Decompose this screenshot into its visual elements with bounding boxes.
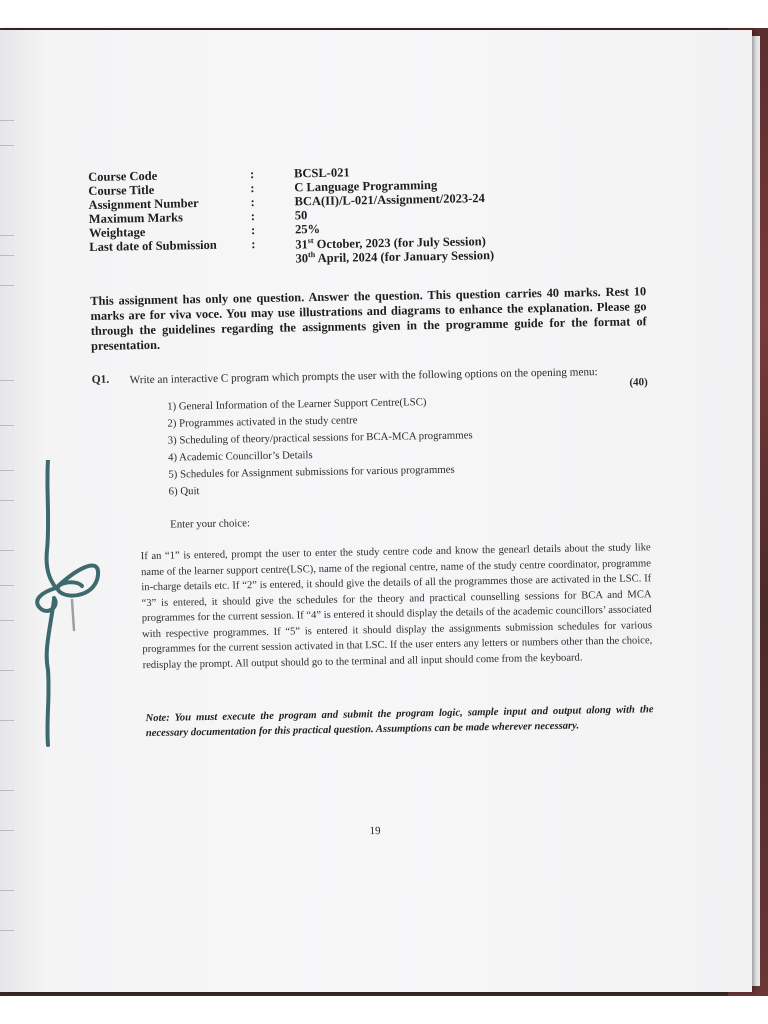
meta-label: Course Code — [88, 168, 158, 184]
deadline-january — [295, 247, 494, 267]
course-info-table — [88, 160, 646, 280]
page-edge-tab-line — [0, 930, 14, 931]
deadline-suffix: th — [307, 250, 316, 260]
menu-option: 5) Schedules for Assignment submissions for various programmes — [168, 463, 455, 481]
question-number: Q1. — [91, 373, 110, 386]
page-edge-tab-line — [0, 380, 14, 381]
page-edge-tabs — [0, 30, 16, 992]
meta-colon: : — [251, 237, 256, 252]
meta-colon: : — [249, 167, 255, 182]
menu-option: 1) General Information of the Learner Support Centre(LSC) — [167, 396, 427, 413]
deadline-day: 31 — [295, 237, 308, 252]
page-edge-tab-line — [0, 120, 14, 121]
page-edge-tab-line — [0, 425, 14, 426]
meta-colon: : — [250, 209, 256, 224]
menu-option: 4) Academic Councillor’s Details — [167, 449, 313, 464]
choice-prompt: Enter your choice: — [170, 517, 251, 531]
page-edge-tab-line — [0, 830, 14, 831]
page-content — [88, 160, 656, 842]
question-text: Write an interactive C program which prompts the user with the following options on the opening menu: — [129, 366, 598, 387]
page-edge-tab-line — [0, 500, 14, 501]
page-edge-tab-line — [0, 720, 14, 721]
page-edge-tab-line — [0, 790, 14, 791]
page-edge-tab-line — [0, 145, 14, 146]
menu-option: 2) Programmes activated in the study centre — [167, 414, 358, 430]
page-edge-tab-line — [0, 235, 14, 236]
meta-value: C Language Programming — [294, 177, 438, 195]
meta-value: 25% — [294, 221, 321, 237]
deadline-text: April, 2024 (for January Session) — [315, 248, 495, 266]
meta-label: Maximum Marks — [88, 210, 184, 226]
note-paragraph: Note: You must execute the program and submit the program logic, sample input and output along with the necessary documentation for this practical question. Assumptions can be made wherever necessary. — [145, 704, 654, 740]
page-edge-tab-line — [0, 550, 14, 551]
page-edge-tab-line — [0, 620, 14, 621]
meta-label: Assignment Number — [88, 196, 199, 212]
meta-label: Last date of Submission — [89, 237, 217, 254]
question-block — [92, 364, 648, 388]
question-marks: (40) — [629, 376, 648, 389]
deadline-text: October, 2023 (for July Session) — [313, 234, 486, 252]
page-edge-tab-line — [0, 255, 14, 256]
meta-label: Weightage — [88, 225, 146, 240]
menu-options-list — [167, 390, 650, 500]
menu-option: 3) Scheduling of theory/practical sessions for BCA-MCA programmes — [167, 429, 473, 447]
assignment-intro: This assignment has only one question. Answer the question. This question carries 40 marks. Rest 10 marks are for viva voce. You may use illustrations and diagrams to enhance the explanation. Please go through the guidelines regarding the assignments given in the programme guide for the format of presentation. — [90, 284, 647, 353]
menu-option: 6) Quit — [168, 485, 200, 498]
page-number: 19 — [369, 824, 381, 838]
meta-value: BCA(II)/L-021/Assignment/2023-24 — [294, 191, 485, 209]
binding-string-image — [20, 460, 110, 750]
meta-colon: : — [250, 181, 255, 196]
meta-label: Course Title — [88, 182, 155, 198]
meta-value: BCSL-021 — [293, 165, 350, 181]
page-edge-tab-line — [0, 890, 14, 891]
page-edge-tab-line — [0, 585, 14, 586]
document-page — [0, 30, 752, 992]
question-details-paragraph: If an “1” is entered, prompt the user to enter the study centre code and know the genearl details about the study like name of the learner support centre(LSC), name of the regional centre, name of the study centre coordinator, programme in-charge details etc. If “2” is entered, it should give the details of all the programmes those are activated in the LSC. If “3” is entered, it should give the schedules for the theory and practical counselling sessions for BCA and MCA programmes for the current session. If “4” is entered it should display the details of the academic councillors’ associated with respective programmes. If “5” is entered it should display the assignments submission schedules for various programmes for the current session activated in that LSC. If the user enters any letters or numbers other than the choice, redisplay the prompt. All output should go to the terminal and all input should come from the keyboard. — [140, 542, 653, 671]
deadline-day: 30 — [295, 251, 309, 266]
page-edge-tab-line — [0, 670, 14, 671]
page-edge-tab-line — [0, 470, 14, 471]
meta-colon: : — [250, 195, 255, 210]
page-edge-tab-line — [0, 285, 14, 286]
deadline-suffix: st — [307, 236, 314, 246]
meta-colon: : — [250, 223, 256, 238]
meta-value: 50 — [294, 208, 308, 223]
